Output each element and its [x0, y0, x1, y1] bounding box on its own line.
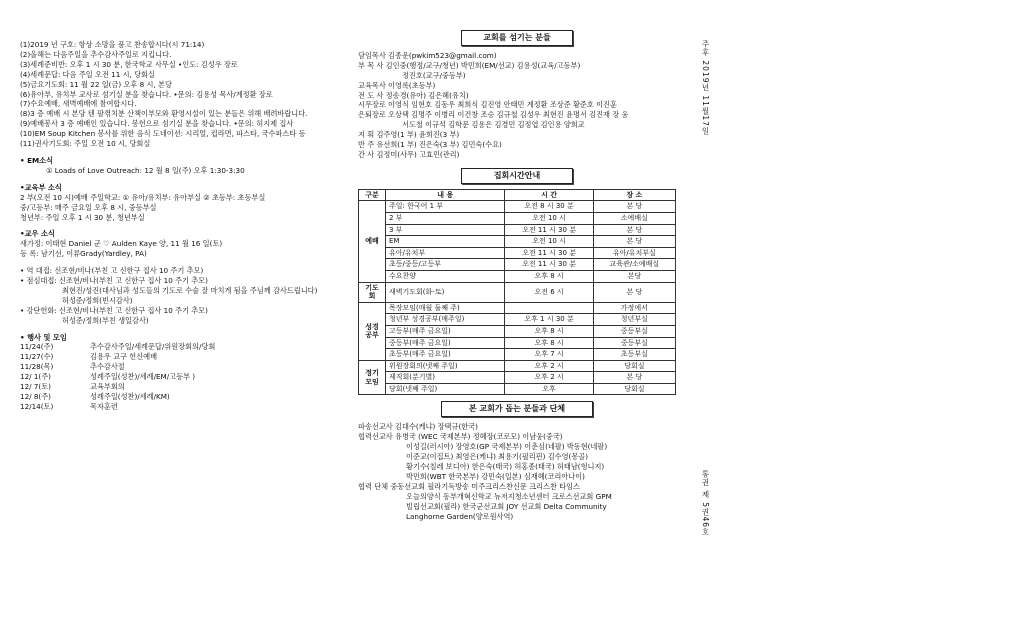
events-schedule [20, 342, 340, 411]
edu-line: 청년부: 주일 오후 1 시 30 분, 청년부실 [20, 212, 145, 222]
table-cell: 고등부(매주 금요일) [386, 325, 505, 337]
table-cell: 오후 8 시 [505, 337, 593, 349]
staff-line: 시무장로 이영식 임현호 김동우 최희식 김진영 안태민 계정환 조상준 황준호 이진훈 [358, 100, 617, 110]
table-category: 정기모임 [359, 360, 386, 395]
members-line: 등 록: 남기선, 이류Grady(Yardley, PA) [20, 249, 147, 259]
table-cell: 오후 1 시 30 분 [505, 314, 593, 326]
table-row [359, 247, 676, 259]
table-cell: 소예배실 [593, 212, 675, 224]
edu-line: 중/고등부: 매주 금요일 오후 8 시, 중등부실 [20, 202, 157, 212]
table-cell: 중등부실 [593, 325, 675, 337]
table-row [359, 201, 676, 213]
mission-line: 협력선교사 유병국 (WEC 국제본부) 정혜장(코로모) 이남웅(중국) [358, 432, 563, 442]
worship-table-header [359, 189, 676, 201]
table-row [359, 212, 676, 224]
table-header-cell: 장 소 [593, 189, 675, 201]
notice-item: (4)세례문답: 다음 주일 오전 11 시, 당회실 [20, 69, 155, 79]
notice-item: (10)EM Soup Kitchen 봉사를 위한 음식 도네이션: 시리얼, 컵라면, 파스타, 국수파스타 등 [20, 129, 306, 139]
duties-section [20, 266, 340, 325]
table-cell: 오후 8 시 [505, 325, 593, 337]
staff-line: 담임목사 김종운(pwkim523@gmail.com) [358, 50, 497, 60]
table-cell: 오전 6 시 [505, 282, 593, 302]
event-date: 12/ 8(주) [20, 392, 51, 401]
event-row [20, 342, 340, 352]
staff-title: 교회를 섬기는 분들 [461, 30, 573, 46]
event-desc: 김용우 교구 헌신예배 [90, 352, 158, 362]
table-cell: 오전 10 시 [505, 212, 593, 224]
table-row [359, 302, 676, 314]
table-cell: 본 당 [593, 236, 675, 248]
duty-line: • 점심대접: 신조현/비나(부친 고 신한구 집사 10 주기 추모) [20, 276, 208, 286]
em-text: ① Loads of Love Outreach: 12 월 8 일(주) 오후 1:30-3:30 [46, 165, 245, 175]
table-category: 예배 [359, 201, 386, 282]
duty-line: 최현진/성진(대사님과 성도들의 기도로 수술 잘 마치게 됨을 주님께 감사드립니다) [62, 285, 318, 295]
table-cell: 2 부 [386, 212, 505, 224]
church-info-column [358, 30, 676, 521]
notice-item: (9)예배봉사 3 층 예배인 있습니다. 봉헌으로 섬기실 분을 찾습니다. •문의: 허지제 집사 [20, 119, 294, 129]
table-row [359, 314, 676, 326]
date-vertical: 주후 2019년 11월17일 [701, 40, 710, 136]
table-cell: 오후 8 시 [505, 270, 593, 282]
notice-item: (6)유아부, 유치부 교사로 섬기실 분을 찾습니다. •문의: 김용성 목사/계정환 장로 [20, 89, 273, 99]
edu-title: •교육부 소식 [20, 182, 62, 192]
notice-item: (5)금요기도회: 11 월 22 일(금) 오후 8 시, 본당 [20, 79, 172, 89]
staff-line: 부 목 사 김인중(행정/교구/청년) 박민희(EM/선교) 김용성(교육/고등부) [358, 60, 581, 70]
table-cell: 초등/중등/고등부 [386, 259, 505, 271]
event-row [20, 402, 340, 412]
table-row [359, 383, 676, 395]
table-cell [505, 302, 593, 314]
event-desc: 성례주일(성찬)/세례/KM) [90, 392, 170, 401]
table-cell: 오전 11 시 30 분 [505, 224, 593, 236]
table-row [359, 236, 676, 248]
duty-line: • 역 대접: 신조현/비나(부친 고 신한구 집사 10 주기 추모) [20, 266, 204, 276]
notice-item: (7)수요예배, 새벽예배에 참여합시다. [20, 99, 137, 109]
event-row [20, 382, 340, 392]
table-row [359, 224, 676, 236]
mission-line: 오늘의양식 동부개혁신학교 뉴저지청소년센터 크로스선교회 GPM [406, 491, 612, 501]
table-cell: 교육관/소예배실 [593, 259, 675, 271]
event-desc: 성례주일(성찬)/세례/EM/고등부 ) [90, 372, 196, 382]
table-cell: 유아/유치부실 [593, 247, 675, 259]
event-desc: 교육부회의 [90, 382, 125, 392]
edu-line: 2 부(오전 10 시)예배 주일학교: ① 유아/유치부: 유아부실 ② 초등부: 초등부실 [20, 192, 266, 202]
table-cell: 유아/유치부 [386, 247, 505, 259]
table-row [359, 349, 676, 361]
mission-line: 파송선교사 김대수(케냐) 장택규(한국) [358, 422, 478, 432]
announcements-column [20, 40, 340, 412]
table-header-cell: 구분 [359, 189, 386, 201]
notice-item: (3)세례준비반: 오후 1 시 30 분, 한국학교 사무실 •인도: 김성우 장로 [20, 59, 238, 69]
table-category: 성경공부 [359, 302, 386, 360]
table-cell: 오전 11 시 30 분 [505, 259, 593, 271]
worship-title: 집회시간안내 [461, 168, 573, 184]
table-cell: 중등부(매주 금요일) [386, 337, 505, 349]
table-cell: 당회(넷째 주일) [386, 383, 505, 395]
table-cell: 오후 2 시 [505, 372, 593, 384]
table-row [359, 282, 676, 302]
table-cell: 제직회(분기별) [386, 372, 505, 384]
staff-line: 은퇴장로 오상택 김명주 이병리 이건창 조승 김규철 김성우 최현진 윤명서 김진재 장 웅 [358, 110, 629, 120]
event-desc: 추수감사주일/세례문답/위원장회의/당회 [90, 342, 216, 352]
event-row [20, 392, 340, 402]
table-cell: 초등부(매주 금요일) [386, 349, 505, 361]
table-row [359, 337, 676, 349]
event-desc: 목자훈련 [90, 401, 118, 411]
members-line: 새가정: 이태현 Daniel 군 ♡ Aulden Kaye 양, 11 월 16 일(토) [20, 239, 223, 249]
table-header-cell: 시 간 [505, 189, 593, 201]
staff-line: 간 사 김정미(사무) 고효민(관리) [358, 149, 460, 159]
em-title: • EM소식 [20, 155, 54, 165]
notice-list [20, 40, 340, 149]
notice-item: (11)권사기도회: 주일 오전 10 시, 당회실 [20, 139, 151, 149]
staff-line: 반 주 유선희(1 부) 진은숙(3 부) 김민숙(수요) [358, 140, 502, 150]
table-cell: 오전 10 시 [505, 236, 593, 248]
table-cell: 주일: 한국어 1 부 [386, 201, 505, 213]
notice-item: (1)2019 년 구호: 항상 소망을 품고 찬송합시다(시 71:14) [20, 40, 205, 49]
duty-line: 허성준/정희(빈시감사) [62, 295, 133, 305]
staff-line: 정진호(교구/중등부) [402, 70, 466, 80]
table-cell: 수요찬양 [386, 270, 505, 282]
table-header-cell: 내 용 [386, 189, 505, 201]
staff-line: 교육목사 이영록(초등부) [358, 80, 436, 90]
staff-line: 서도철 이규석 김학문 김용은 김경민 김정엽 김인용 양희교 [402, 120, 585, 130]
table-row [359, 325, 676, 337]
table-cell: 본 당 [593, 224, 675, 236]
table-cell: 새벽기도회(화-토) [386, 282, 505, 302]
table-cell: 오전 8 시 30 분 [505, 201, 593, 213]
table-cell: 청년부 성경공부(매주일) [386, 314, 505, 326]
mission-line: Langhorne Garden(양로원사역) [406, 511, 514, 521]
table-cell: 오후 2 시 [505, 360, 593, 372]
mission-line: 이준교(이집트) 최영은(케냐) 최용기(필리핀) 김수영(몽골) [406, 452, 589, 462]
table-row [359, 259, 676, 271]
table-cell: 3 부 [386, 224, 505, 236]
duty-line: 허성준/정희(부친 생일감사) [62, 315, 149, 325]
event-date: 11/27(수) [20, 352, 54, 362]
mission-line: 박민희(WBT 한국본부) 강민숙(일본) 심재혜(코리아나이) [406, 471, 585, 481]
table-row [359, 360, 676, 372]
table-cell: 오전 11 시 30 분 [505, 247, 593, 259]
events-title: • 행사 및 모임 [20, 332, 67, 342]
notice-item: (8)3 층 예배 시 본당 텐 팔꺾치분 산책이부모와 환영시설이 있는 분들은 위해 배려바랍니다. [20, 109, 308, 119]
mission-line: 빌립선교회(필라) 한국군선교회 JOY 선교회 Delta Community [406, 501, 607, 511]
duty-line: • 강단헌화: 신조현/비나(부친 고 신한구 집사 10 주기 추모) [20, 305, 208, 315]
table-category: 기도회 [359, 282, 386, 302]
event-row [20, 372, 340, 382]
table-cell: 본 당 [593, 372, 675, 384]
mission-line: 이성길(러시아) 장영호(GP 국제본부) 이춘심(네팔) 박동현(네팔) [406, 442, 608, 452]
mission-line: 황기수(칠레 보디아) 한은숙(태국) 허홍종(태국) 허태남(헝니지) [406, 462, 605, 471]
table-cell: 본 당 [593, 201, 675, 213]
event-desc: 추수감사절 [90, 362, 125, 372]
table-cell: 오후 [505, 383, 593, 395]
table-row [359, 372, 676, 384]
table-cell: 본 당 [593, 282, 675, 302]
volume-vertical: 통권 제 5권46호 [701, 470, 710, 537]
mission-line: 협력 단체 중동선교회 필라기독방송 미주크리스찬신문 크리스찬 타임스 [358, 481, 581, 491]
table-cell: 가정에서 [593, 302, 675, 314]
table-row [359, 270, 676, 282]
table-cell: 당회실 [593, 360, 675, 372]
members-title: •교우 소식 [20, 229, 55, 239]
table-cell: 목장모임(매월 둘째 주) [386, 302, 505, 314]
event-date: 11/24(주) [20, 342, 54, 352]
table-cell: EM [386, 236, 505, 248]
event-date: 11/28(목) [20, 362, 54, 372]
missions-title: 본 교회가 돕는 분들과 단체 [441, 401, 593, 417]
event-row [20, 362, 340, 372]
staff-line: 지 휘 김주영(1 부) 윤희진(3 부) [358, 130, 460, 140]
staff-line: 전 도 사 정송경(유아) 김은혜(유치) [358, 90, 469, 100]
table-cell: 위원장회의(넷째 주일) [386, 360, 505, 372]
table-cell: 초등부실 [593, 349, 675, 361]
event-date: 12/ 7(토) [20, 382, 51, 392]
table-cell: 청년부실 [593, 314, 675, 326]
event-date: 12/14(토) [20, 401, 54, 411]
worship-table [358, 189, 676, 396]
table-cell: 오후 7 시 [505, 349, 593, 361]
event-row [20, 352, 340, 362]
missions-list [358, 422, 676, 521]
notice-item: (2)올해는 다음주일을 추수감사주일로 지킵니다. [20, 49, 172, 59]
event-date: 12/ 1(주) [20, 372, 51, 382]
table-cell: 본당 [593, 270, 675, 282]
staff-list [358, 51, 676, 160]
table-cell: 당회실 [593, 383, 675, 395]
table-cell: 중등부실 [593, 337, 675, 349]
